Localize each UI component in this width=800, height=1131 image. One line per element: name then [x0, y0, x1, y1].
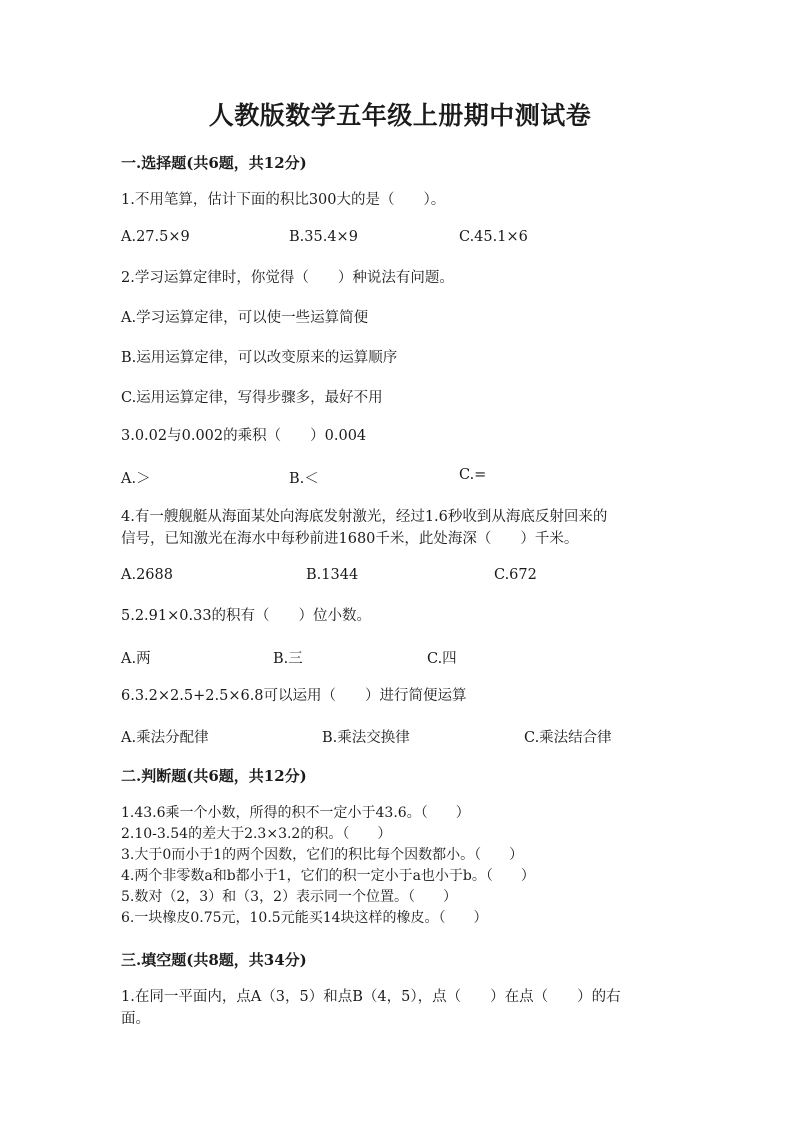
- option-row: [121, 726, 721, 746]
- question-text: 3.0.02与0.002的乘积（ ）0.004: [121, 428, 367, 444]
- judgment-item: 6.一块橡皮0.75元，10.5元能买14块这样的橡皮。（ ）: [121, 910, 488, 926]
- option-a: A.＞: [121, 471, 151, 487]
- option-a: A.学习运算定律，可以使一些运算简便: [121, 310, 369, 326]
- option-row: [121, 229, 721, 249]
- option-b: B.三: [273, 651, 303, 667]
- option-row: [121, 647, 721, 667]
- question-text: 5.2.91×0.33的积有（ ）位小数。: [121, 608, 372, 624]
- option-c: C.45.1×6: [459, 229, 528, 245]
- question-text-line1: 1.在同一平面内，点A（3，5）和点B（4，5），点（ ）在点（ ）的右: [121, 989, 621, 1005]
- page-title: 人教版数学五年级上册期中测试卷: [208, 101, 592, 130]
- section-heading-fill-blank: 三.填空题(共8题，共34分): [121, 951, 307, 969]
- judgment-item: 4.两个非零数a和b都小于1，它们的积一定小于a也小于b。（ ）: [121, 868, 535, 884]
- option-a: A.两: [121, 651, 151, 667]
- judgment-item: 1.43.6乘一个小数，所得的积不一定小于43.6。（ ）: [121, 805, 470, 821]
- option-c: C.=: [459, 467, 487, 483]
- option-row: [121, 567, 721, 587]
- question-text: 2.学习运算定律时，你觉得（ ）种说法有问题。: [121, 270, 454, 286]
- option-b: B.35.4×9: [289, 229, 358, 245]
- option-c: C.四: [427, 651, 457, 667]
- option-b: B.乘法交换律: [322, 730, 410, 746]
- option-b: B.运用运算定律，可以改变原来的运算顺序: [121, 350, 398, 366]
- judgment-item: 3.大于0而小于1的两个因数，它们的积比每个因数都小。（ ）: [121, 847, 524, 863]
- option-a: A.乘法分配律: [121, 730, 209, 746]
- option-c: C.运用运算定律，写得步骤多，最好不用: [121, 390, 383, 406]
- option-c: C.672: [494, 567, 537, 583]
- question-text: 6.3.2×2.5+2.5×6.8可以运用（ ）进行简便运算: [121, 688, 467, 704]
- option-c: C.乘法结合律: [524, 730, 612, 746]
- question-text: 1.不用笔算，估计下面的积比300大的是（ ）。: [121, 192, 446, 208]
- option-a: A.27.5×9: [121, 229, 190, 245]
- option-row: [121, 467, 721, 487]
- question-text-line2: 信号，已知激光在海水中每秒前进1680千米，此处海深（ ）千米。: [121, 531, 579, 547]
- section-heading-judgment: 二.判断题(共6题，共12分): [121, 767, 307, 785]
- option-a: A.2688: [121, 567, 173, 583]
- section-heading-choice: 一.选择题(共6题，共12分): [121, 154, 307, 172]
- option-b: B.1344: [306, 567, 359, 583]
- question-text-line1: 4.有一艘舰艇从海面某处向海底发射激光，经过1.6秒收到从海底反射回来的: [121, 509, 608, 525]
- question-text-line2: 面。: [121, 1011, 150, 1027]
- judgment-item: 5.数对（2，3）和（3，2）表示同一个位置。（ ）: [121, 889, 457, 905]
- option-b: B.＜: [289, 471, 319, 487]
- judgment-item: 2.10-3.54的差大于2.3×3.2的积。（ ）: [121, 826, 392, 842]
